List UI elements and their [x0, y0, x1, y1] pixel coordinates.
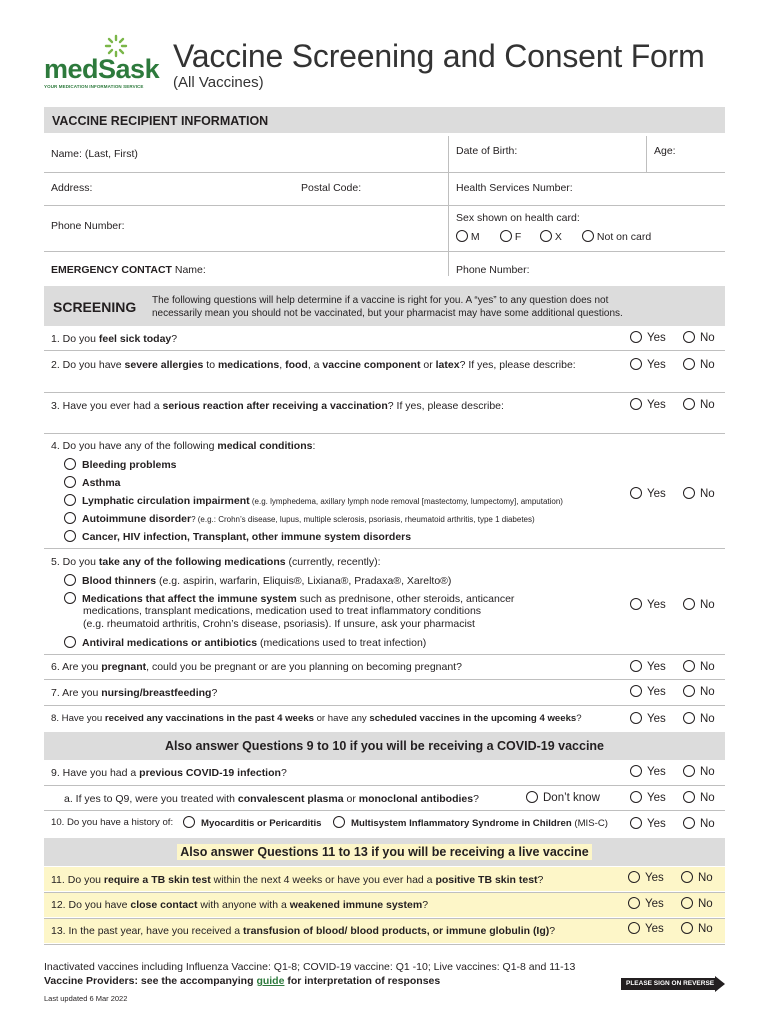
section-title: VACCINE RECIPIENT INFORMATION — [52, 114, 269, 128]
radio-icon[interactable] — [64, 592, 76, 604]
name-label: Name: (Last, First) — [51, 148, 138, 160]
q9a-yes[interactable]: Yes — [630, 791, 666, 804]
radio-icon[interactable] — [630, 817, 642, 829]
q4-no[interactable]: No — [683, 487, 715, 500]
q12-yes[interactable]: Yes — [628, 897, 664, 910]
radio-icon[interactable] — [681, 922, 693, 934]
phone-label: Phone Number: — [51, 220, 125, 232]
guide-link[interactable]: guide — [256, 975, 285, 987]
radio-icon[interactable] — [456, 230, 468, 242]
q4-option-asthma[interactable]: Asthma — [64, 476, 121, 489]
sex-option-x[interactable]: X — [540, 230, 562, 243]
divider — [44, 392, 725, 393]
logo-wordmark: medSask — [44, 54, 160, 84]
q13-yes[interactable]: Yes — [628, 922, 664, 935]
q10-option-mis-c[interactable]: Multisystem Inflammatory Syndrome in Children (MIS-C) — [333, 816, 608, 829]
q12-no[interactable]: No — [681, 897, 713, 910]
divider — [44, 785, 725, 786]
last-updated: Last updated 6 Mar 2022 — [44, 994, 128, 1003]
radio-icon[interactable] — [683, 660, 695, 672]
question-6: 6. Are you pregnant, could you be pregnant or are you planning on becoming pregnant? — [51, 661, 462, 673]
radio-icon[interactable] — [681, 897, 693, 909]
q10-no[interactable]: No — [683, 817, 715, 830]
sex-option-f[interactable]: F — [500, 230, 521, 243]
radio-icon[interactable] — [630, 331, 642, 343]
radio-icon[interactable] — [628, 897, 640, 909]
radio-icon[interactable] — [64, 636, 76, 648]
emergency-contact-label: EMERGENCY CONTACT Name: — [51, 264, 206, 276]
radio-icon[interactable] — [683, 765, 695, 777]
question-9a: a. If yes to Q9, were you treated with convalescent plasma or monoclonal antibodies? — [64, 793, 479, 805]
radio-icon[interactable] — [683, 712, 695, 724]
radio-icon[interactable] — [683, 358, 695, 370]
radio-icon[interactable] — [683, 331, 695, 343]
radio-icon[interactable] — [64, 574, 76, 586]
q5-yes[interactable]: Yes — [630, 598, 666, 611]
divider — [44, 810, 725, 811]
question-3: 3. Have you ever had a serious reaction after receiving a vaccination? If yes, please describe: — [51, 400, 504, 412]
address-label: Address: — [51, 182, 93, 194]
q4-option-bleeding[interactable]: Bleeding problems — [64, 458, 177, 471]
radio-icon[interactable] — [630, 712, 642, 724]
divider — [44, 251, 725, 252]
q4-option-autoimmune[interactable]: Autoimmune disorder? (e.g.: Crohn’s disease, lupus, multiple sclerosis, psoriasis, rheumatoid arthritis, type 1 diabetes) — [64, 512, 535, 525]
sex-option-not-on-card[interactable]: Not on card — [582, 230, 651, 243]
question-12: 12. Do you have close contact with anyone with a weakened immune system? — [51, 899, 429, 911]
divider — [44, 944, 725, 945]
radio-icon[interactable] — [683, 791, 695, 803]
radio-icon[interactable] — [630, 660, 642, 672]
q9-yes[interactable]: Yes — [630, 765, 666, 778]
radio-icon[interactable] — [630, 685, 642, 697]
divider — [44, 205, 725, 206]
radio-icon[interactable] — [64, 494, 76, 506]
sign-on-reverse-label: PLEASE SIGN ON REVERSE — [626, 980, 715, 987]
live-vaccine-section-header — [44, 838, 725, 866]
radio-icon[interactable] — [333, 816, 345, 828]
screening-section-header — [44, 286, 725, 326]
radio-icon[interactable] — [630, 398, 642, 410]
divider — [448, 136, 449, 276]
q2-no[interactable]: No — [683, 358, 715, 371]
question-2: 2. Do you have severe allergies to medications, food, a vaccine component or latex? If yes, please describe: — [51, 359, 576, 371]
q7-yes[interactable]: Yes — [630, 685, 666, 698]
radio-icon[interactable] — [683, 487, 695, 499]
radio-icon[interactable] — [500, 230, 512, 242]
q9-no[interactable]: No — [683, 765, 715, 778]
q5-option-blood-thinners[interactable]: Blood thinners (e.g. aspirin, warfarin, Eliquis®, Lixiana®, Pradaxa®, Xarelto®) — [64, 574, 451, 587]
q10-yes[interactable]: Yes — [630, 817, 666, 830]
q8-yes[interactable]: Yes — [630, 712, 666, 725]
q13-no[interactable]: No — [681, 922, 713, 935]
live-band-title: Also answer Questions 11 to 13 if you will be receiving a live vaccine — [44, 845, 725, 859]
question-4: 4. Do you have any of the following medical conditions: — [51, 440, 316, 452]
q1-no[interactable]: No — [683, 331, 715, 344]
radio-icon[interactable] — [540, 230, 552, 242]
q5-option-immune-meds-line3: (e.g. rheumatoid arthritis, Crohn’s disease, psoriasis). If unsure, ask your pharmacist — [83, 618, 475, 630]
question-11: 11. Do you require a TB skin test within the next 4 weeks or have you ever had a positive TB skin test? — [51, 874, 544, 886]
divider — [44, 679, 725, 680]
q3-no[interactable]: No — [683, 398, 715, 411]
question-1: 1. Do you feel sick today? — [51, 333, 178, 345]
page-title: Vaccine Screening and Consent Form — [173, 38, 705, 74]
dob-label: Date of Birth: — [456, 145, 518, 157]
radio-icon[interactable] — [64, 512, 76, 524]
radio-icon[interactable] — [526, 791, 538, 803]
radio-icon[interactable] — [630, 598, 642, 610]
sex-label: Sex shown on health card: — [456, 212, 580, 224]
q6-no[interactable]: No — [683, 660, 715, 673]
question-7: 7. Are you nursing/breastfeeding? — [51, 687, 218, 699]
radio-icon[interactable] — [630, 358, 642, 370]
q3-yes[interactable]: Yes — [630, 398, 666, 411]
emergency-phone-label: Phone Number: — [456, 264, 530, 276]
divider — [646, 136, 647, 172]
q5-option-antiviral[interactable]: Antiviral medications or antibiotics (medications used to treat infection) — [64, 636, 426, 649]
radio-icon[interactable] — [64, 530, 76, 542]
radio-icon[interactable] — [630, 487, 642, 499]
q10-option-myocarditis[interactable]: Myocarditis or Pericarditis — [183, 816, 322, 829]
radio-icon[interactable] — [64, 458, 76, 470]
radio-icon[interactable] — [582, 230, 594, 242]
radio-icon[interactable] — [683, 685, 695, 697]
q4-yes[interactable]: Yes — [630, 487, 666, 500]
covid-band-title: Also answer Questions 9 to 10 if you will be receiving a COVID-19 vaccine — [164, 739, 605, 753]
medsask-logo — [44, 34, 160, 90]
sex-option-m[interactable]: M — [456, 230, 480, 243]
question-13: 13. In the past year, have you received a transfusion of blood/ blood products, or immune globulin (Ig)? — [51, 925, 556, 937]
q5-option-immune-meds[interactable]: Medications that affect the immune system such as prednisone, other steroids, anticancer — [64, 592, 514, 605]
health-services-number-label: Health Services Number: — [456, 182, 573, 194]
question-8: 8. Have you received any vaccinations in the past 4 weeks or have any scheduled vaccines in the upcoming 4 weeks? — [51, 713, 582, 724]
divider — [44, 548, 725, 549]
divider — [44, 350, 725, 351]
radio-icon[interactable] — [630, 765, 642, 777]
radio-icon[interactable] — [628, 922, 640, 934]
question-9: 9. Have you had a previous COVID-19 infection? — [51, 767, 287, 779]
recipient-section-header — [44, 107, 725, 133]
screening-title: SCREENING — [53, 299, 137, 315]
divider — [44, 654, 725, 655]
q5-option-immune-meds-line2: medications, transplant medications, medication used to treat inflammatory conditions — [83, 605, 482, 617]
radio-icon[interactable] — [64, 476, 76, 488]
q11-yes[interactable]: Yes — [628, 871, 664, 884]
divider — [44, 705, 725, 706]
q9a-dont-know[interactable]: Don’t know — [526, 791, 600, 804]
q5-no[interactable]: No — [683, 598, 715, 611]
radio-icon[interactable] — [630, 791, 642, 803]
screening-intro: The following questions will help determine if a vaccine is right for you. A “yes” to any question does not necessarily mean you should not be vaccinated, but your pharmacist may have some additional questions. — [152, 295, 623, 319]
footer-provider-note: Vaccine Providers: see the accompanying guide for interpretation of responses — [44, 975, 441, 987]
radio-icon[interactable] — [683, 817, 695, 829]
q4-option-cancer[interactable]: Cancer, HIV infection, Transplant, other immune system disorders — [64, 530, 411, 543]
divider — [44, 172, 725, 173]
radio-icon[interactable] — [681, 871, 693, 883]
divider — [44, 433, 725, 434]
q11-no[interactable]: No — [681, 871, 713, 884]
q4-option-lymphatic[interactable]: Lymphatic circulation impairment (e.g. lymphedema, axillary lymph node removal [mastectomy, lumpectomy], amputation) — [64, 494, 563, 507]
logo-tagline: YOUR MEDICATION INFORMATION SERVICE — [44, 84, 144, 89]
footer-vaccine-guidance: Inactivated vaccines including Influenza Vaccine: Q1-8; COVID-19 vaccine: Q1 -10; Live vaccines: Q1-8 and 11-13 — [44, 961, 576, 973]
q9a-no[interactable]: No — [683, 791, 715, 804]
covid-section-header — [44, 732, 725, 760]
q1-yes[interactable]: Yes — [630, 331, 666, 344]
page-subtitle: (All Vaccines) — [173, 74, 264, 91]
postal-code-label: Postal Code: — [301, 182, 362, 194]
radio-icon[interactable] — [683, 598, 695, 610]
age-label: Age: — [654, 145, 676, 157]
sign-on-reverse-arrow — [621, 976, 725, 992]
q6-yes[interactable]: Yes — [630, 660, 666, 673]
radio-icon[interactable] — [183, 816, 195, 828]
q8-no[interactable]: No — [683, 712, 715, 725]
q7-no[interactable]: No — [683, 685, 715, 698]
radio-icon[interactable] — [628, 871, 640, 883]
question-10: 10. Do you have a history of: — [51, 817, 174, 828]
radio-icon[interactable] — [683, 398, 695, 410]
question-5: 5. Do you take any of the following medications (currently, recently): — [51, 556, 381, 568]
q2-yes[interactable]: Yes — [630, 358, 666, 371]
